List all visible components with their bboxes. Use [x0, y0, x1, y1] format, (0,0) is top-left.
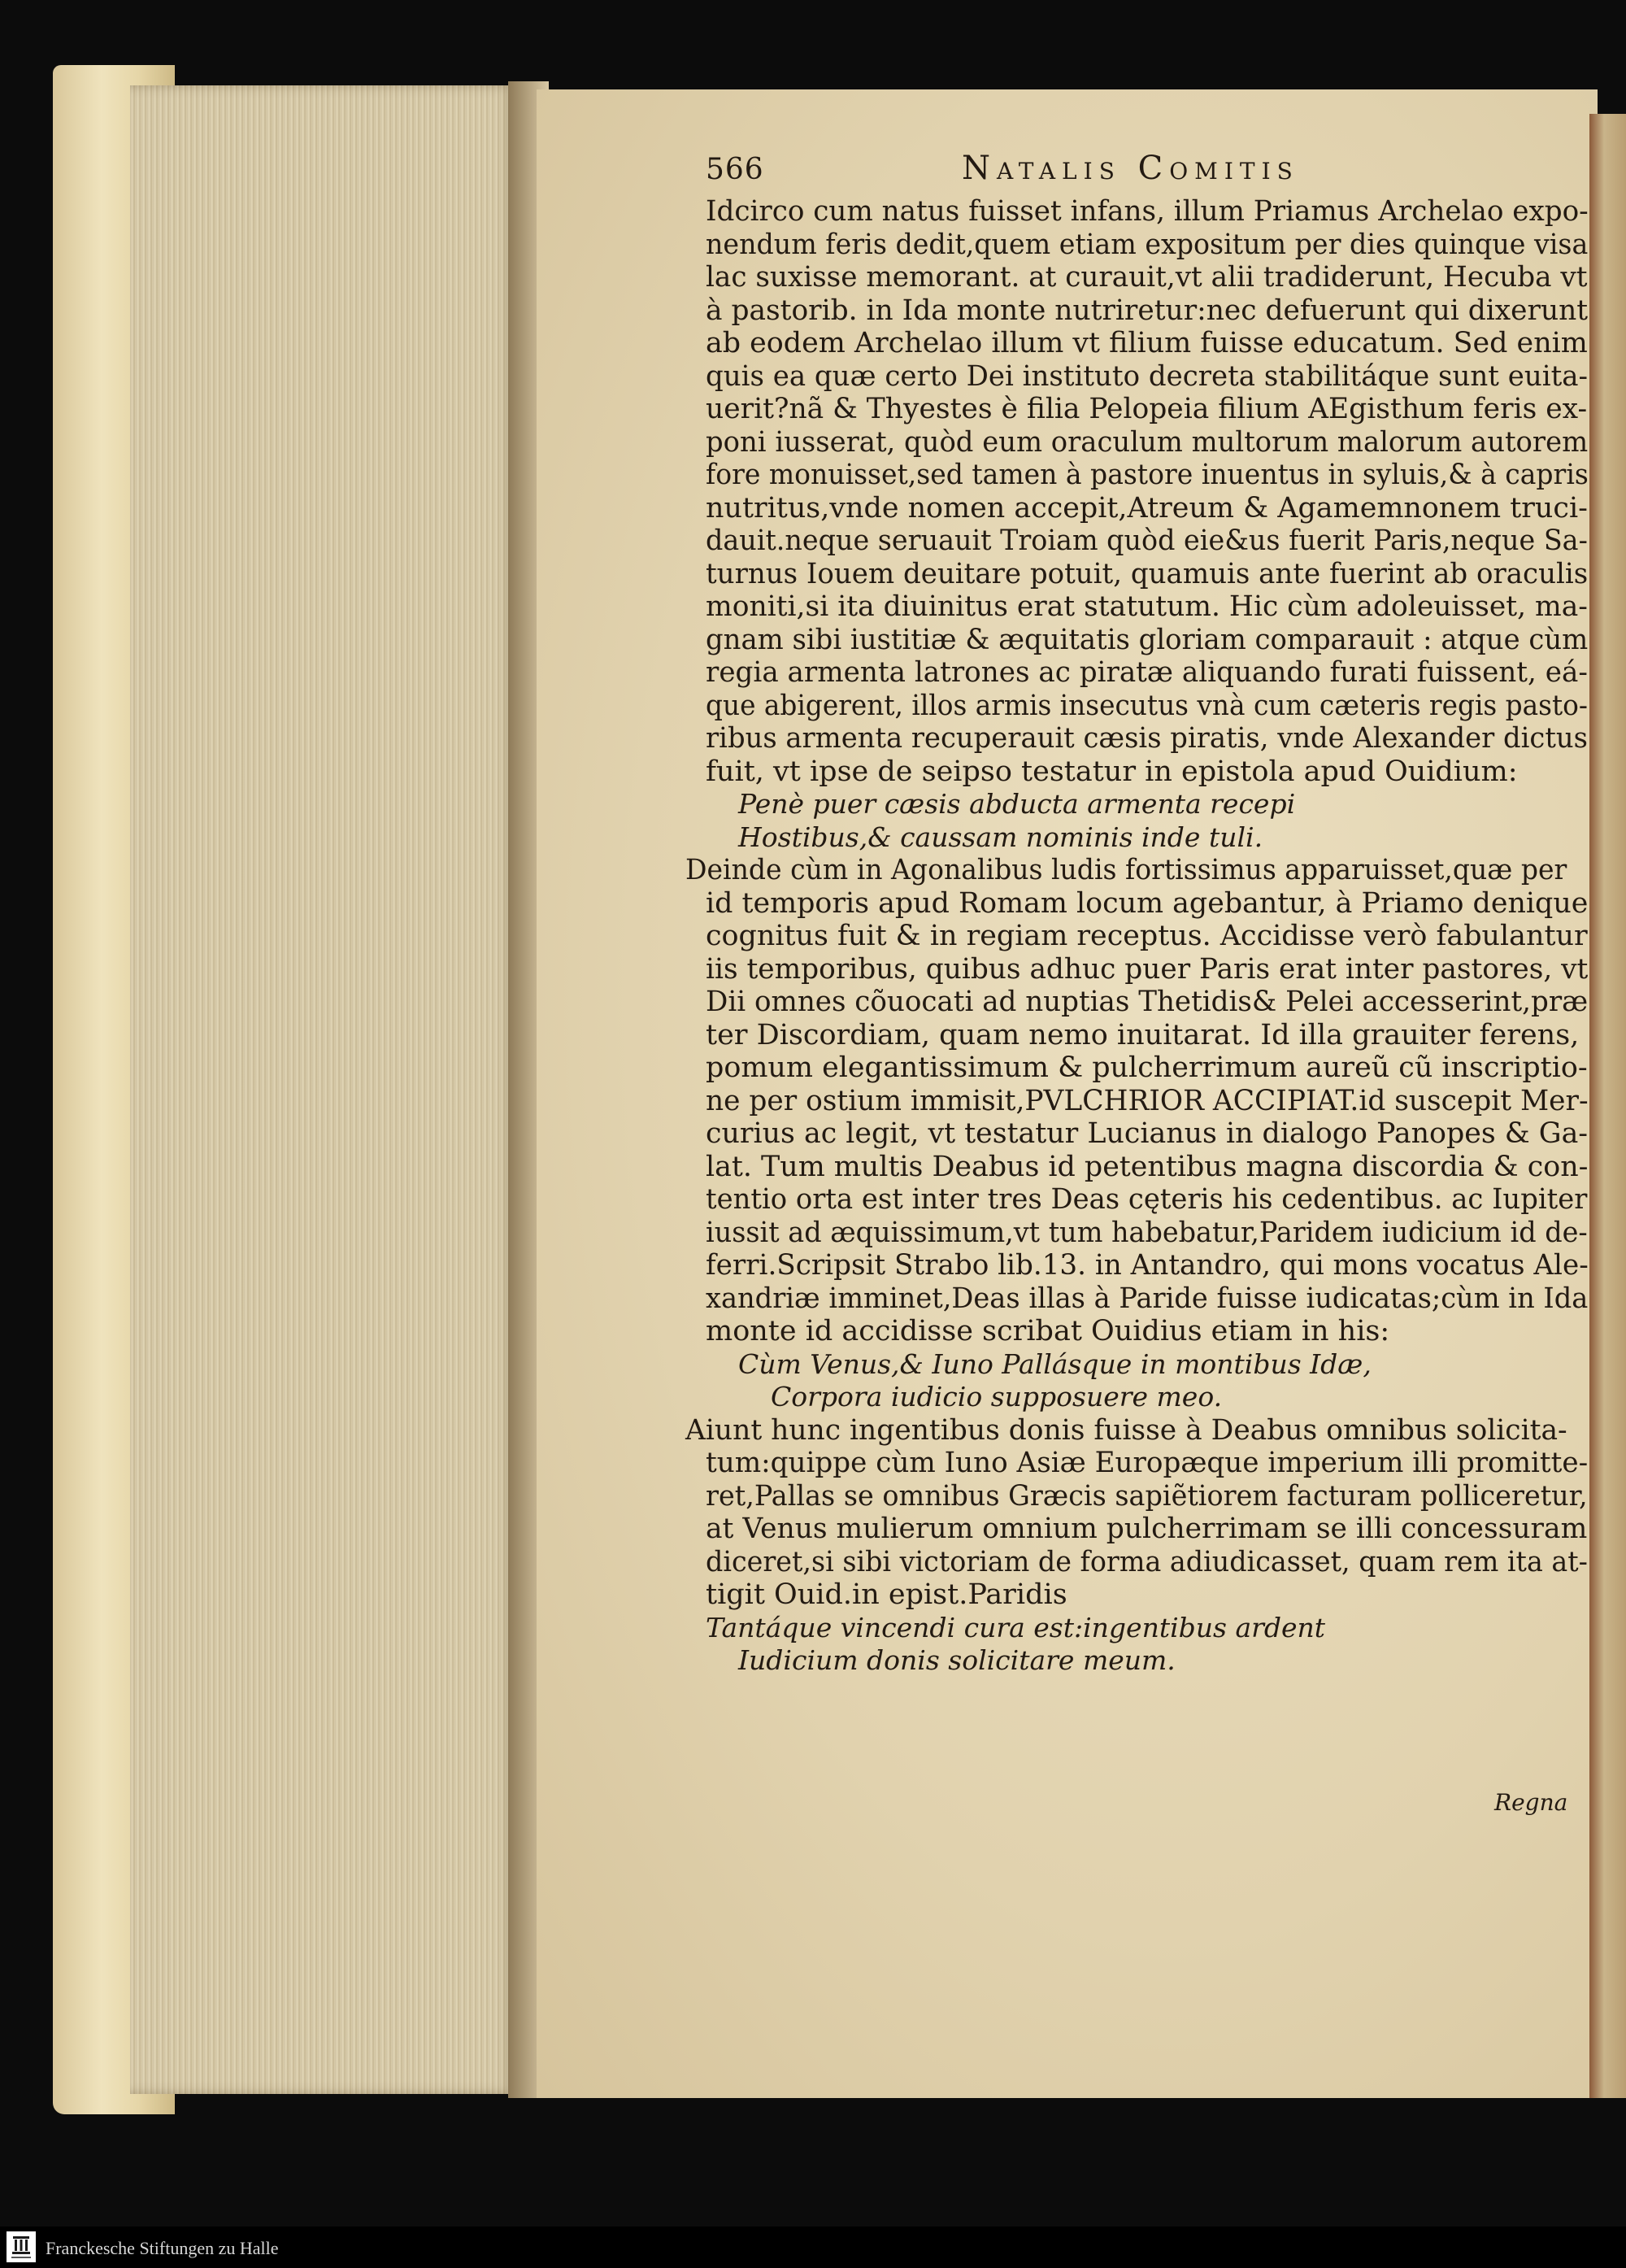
text-line: tigit Ouid.in epist.Paridis	[706, 1578, 1067, 1611]
footer-bar	[0, 2227, 1626, 2268]
text-line: lac suxisse memorant. at curauit,vt alii tradiderunt, Hecuba vt	[706, 261, 1588, 294]
text-line: uerit?nã & Thyestes è filia Pelopeia filium AEgisthum feris ex-	[706, 393, 1588, 425]
text-line: lat. Tum multis Deabus id petentibus magna discordia & con-	[706, 1150, 1589, 1183]
text-line: Deinde cùm in Agonalibus ludis fortissimus apparuisset,quæ per	[685, 854, 1567, 886]
text-line: dauit.neque seruauit Troiam quòd eie&us fuerit Paris,neque Sa-	[706, 525, 1588, 557]
verse-line: Hostibus,& caussam nominis inde tuli.	[738, 821, 1263, 853]
text-line: Aiunt hunc ingentibus donis fuisse à Deabus omnibus solicita-	[685, 1413, 1567, 1447]
text-line: ne per ostium immisit,PVLCHRIOR ACCIPIAT.id suscepit Mer-	[706, 1084, 1589, 1117]
verse-line: Tantáque vincendi cura est:ingentibus ardent	[706, 1611, 1326, 1643]
text-line: à pastorib. in Ida monte nutriretur:nec defuerunt qui dixerunt	[706, 294, 1589, 327]
text-line: nutritus,vnde nomen accepit,Atreum & Agamemnonem truci-	[706, 491, 1588, 525]
text-line: tum:quippe cùm Iuno Asiæ Europæque imperium illi promitte-	[706, 1447, 1589, 1479]
text-line: gnam sibi iustitiæ & æquitatis gloriam comparauit : atque cùm	[706, 623, 1589, 656]
text-line: ribus armenta recuperauit cæsis piratis, vnde Alexander dictus	[706, 722, 1588, 755]
text-line: nendum feris dedit,quem etiam expositum per dies quinque visa	[706, 228, 1589, 261]
verse-line: Cùm Venus,& Iuno Pallásque in montibus Idæ,	[738, 1347, 1372, 1380]
catchword: Regna	[1494, 1789, 1568, 1816]
text-line: turnus Iouem deuitare potuit, quamuis ante fuerint ab oraculis	[706, 557, 1589, 590]
text-line: fore monuisset,sed tamen à pastore inuentus in syluis,& à capris	[706, 459, 1589, 491]
text-line: fuit, vt ipse de seipso testatur in epistola apud Ouidium:	[706, 755, 1518, 788]
verse-line: Corpora iudicio supposuere meo.	[771, 1381, 1223, 1413]
verse-line: Iudicium donis solicitare meum.	[738, 1644, 1176, 1676]
text-line: diceret,si sibi victoriam de forma adiudicasset, quam rem ita at-	[706, 1545, 1588, 1578]
text-line: tentio orta est inter tres Deas cęteris his cedentibus. ac Iupiter	[706, 1183, 1588, 1216]
text-line: ferri.Scripsit Strabo lib.13. in Antandro, qui mons vocatus Ale-	[706, 1249, 1589, 1282]
text-line: curius ac legit, vt testatur Lucianus in dialogo Panopes & Ga-	[706, 1117, 1589, 1150]
text-line: que abigerent, illos armis insecutus vnà cum cæteris regis pasto-	[706, 689, 1588, 722]
text-line: cognitus fuit & in regiam receptus. Accidisse verò fabulantur	[706, 920, 1588, 952]
text-line: ter Discordiam, quam nemo inuitarat. Id illa grauiter ferens,	[706, 1018, 1580, 1051]
facing-page-edge	[1589, 114, 1626, 2098]
institution-name: Franckesche Stiftungen zu Halle	[46, 2238, 279, 2258]
text-line: ret,Pallas se omnibus Græcis sapiẽtiorem facturam polliceretur,	[706, 1479, 1588, 1513]
text-line: ab eodem Archelao illum vt filium fuisse educatum. Sed enim	[706, 327, 1588, 359]
text-line: regia armenta latrones ac piratæ aliquando furati fuissent, eá-	[706, 656, 1588, 689]
text-line: at Venus mulierum omnium pulcherrimam se illi concessuram	[706, 1513, 1588, 1545]
page-text	[685, 146, 1589, 1678]
text-line: pomum elegantissimum & pulcherrimum aureũ cũ inscriptio-	[706, 1051, 1588, 1084]
body-text	[685, 195, 1589, 1678]
page-block-edges	[130, 85, 516, 2094]
page-number: 566	[706, 153, 764, 186]
text-line: poni iusserat, quòd eum oraculum multorum malorum autorem	[706, 425, 1589, 459]
text-line: xandriæ imminet,Deas illas à Paride fuisse iudicatas;cùm in Ida	[706, 1282, 1589, 1315]
running-head	[706, 146, 1567, 195]
running-title: Natalis Comitis	[962, 150, 1299, 187]
text-line: iussit ad æquissimum,vt tum habebatur,Paridem iudicium id de-	[706, 1216, 1588, 1249]
text-line: Idcirco cum natus fuisset infans, illum Priamus Archelao expo-	[706, 195, 1589, 228]
text-line: iis temporibus, quibus adhuc puer Paris erat inter pastores, vt	[706, 952, 1589, 986]
institution-logo-icon	[7, 2231, 36, 2262]
text-line: Dii omnes cõuocati ad nuptias Thetidis& Pelei accesserint,præ	[706, 986, 1589, 1018]
text-line: monte id accidisse scribat Ouidius etiam in his:	[706, 1315, 1390, 1347]
verse-line: Penè puer cæsis abducta armenta recepi	[738, 788, 1296, 820]
text-line: quis ea quæ certo Dei instituto decreta stabilitáque sunt euita-	[706, 359, 1588, 393]
text-line: id temporis apud Romam locum agebantur, à Priamo denique	[706, 886, 1589, 920]
text-line: moniti,si ita diuinitus erat statutum. Hic cùm adoleuisset, ma-	[706, 590, 1588, 623]
